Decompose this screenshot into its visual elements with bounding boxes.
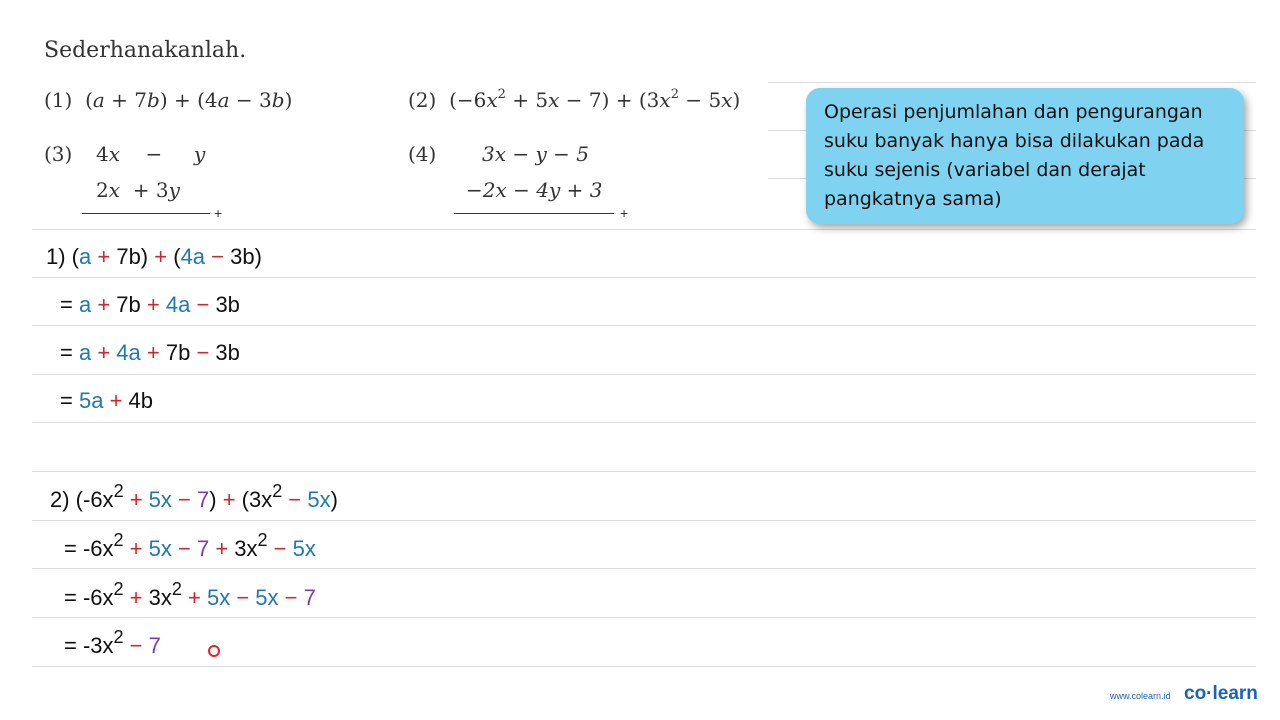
solution-2-line-3: = $-6x^2 + 3x^2 + 5x - 5x - 7$ [64,579,316,610]
sum-line [82,213,210,214]
rule-row [32,374,1256,375]
problem-3-number: (3) [44,142,73,166]
solution-1-line-2: = a + 7b + 4a − 3b [60,292,240,317]
rule-row [32,568,1256,569]
solution-1-line-4: = 5a + 4b [60,388,154,413]
solution-2-line-4: = $-3x^2 - 7$ [64,627,161,658]
pointer-dot [208,645,220,657]
problem-number: (2) [408,88,437,112]
rule-row [32,229,1256,230]
rule-row [32,666,1256,667]
sum-plus: + [620,205,629,221]
problem-3-row-1: 4x − y [96,142,206,166]
problem-3-row-2: 2x + 3y [96,178,180,202]
rule-row [768,82,1256,83]
rule-row [32,325,1256,326]
solution-2-line-1: 2) $(-6x^2 + 5x - 7) + (3x^2 - 5x)$ [50,481,338,512]
problem-1: (1) (a + 7b) + (4a − 3b) [44,88,293,112]
problem-2: (2) $(-6x^2 + 5x - 7) + (3x^2 - 5x)$ [408,87,741,112]
problem-4-row-2: −2x − 4y + 3 [466,178,603,202]
solution-1-line-1: 1) (a + 7b) + (4a − 3b) [46,244,262,269]
problem-4-number: (4) [408,142,437,166]
rule-row [32,520,1256,521]
sum-plus: + [214,205,223,221]
footer-brand-logo: co·learn [1184,683,1258,704]
problem-4-row-1: 3x − y − 5 [482,142,589,166]
page-heading: Sederhanakanlah. [44,38,247,63]
sum-line [454,213,614,214]
rule-row [32,471,1256,472]
rule-row [32,277,1256,278]
solution-1-line-3: = a + 4a + 7b − 3b [60,340,240,365]
rule-row [32,617,1256,618]
problem-number: (1) [44,88,73,112]
solution-2-line-2: = $-6x^2 + 5x - 7 + 3x^2 - 5x$ [64,530,316,561]
footer-site-url: www.colearn.id [1110,691,1171,701]
note-box [806,88,1244,224]
rule-row [32,422,1256,423]
note-text: Operasi penjumlahan dan pengurangan suku banyak hanya bisa dilakukan pada suku sejenis (variabel dan derajat pangkatnya sama) [824,101,1205,210]
